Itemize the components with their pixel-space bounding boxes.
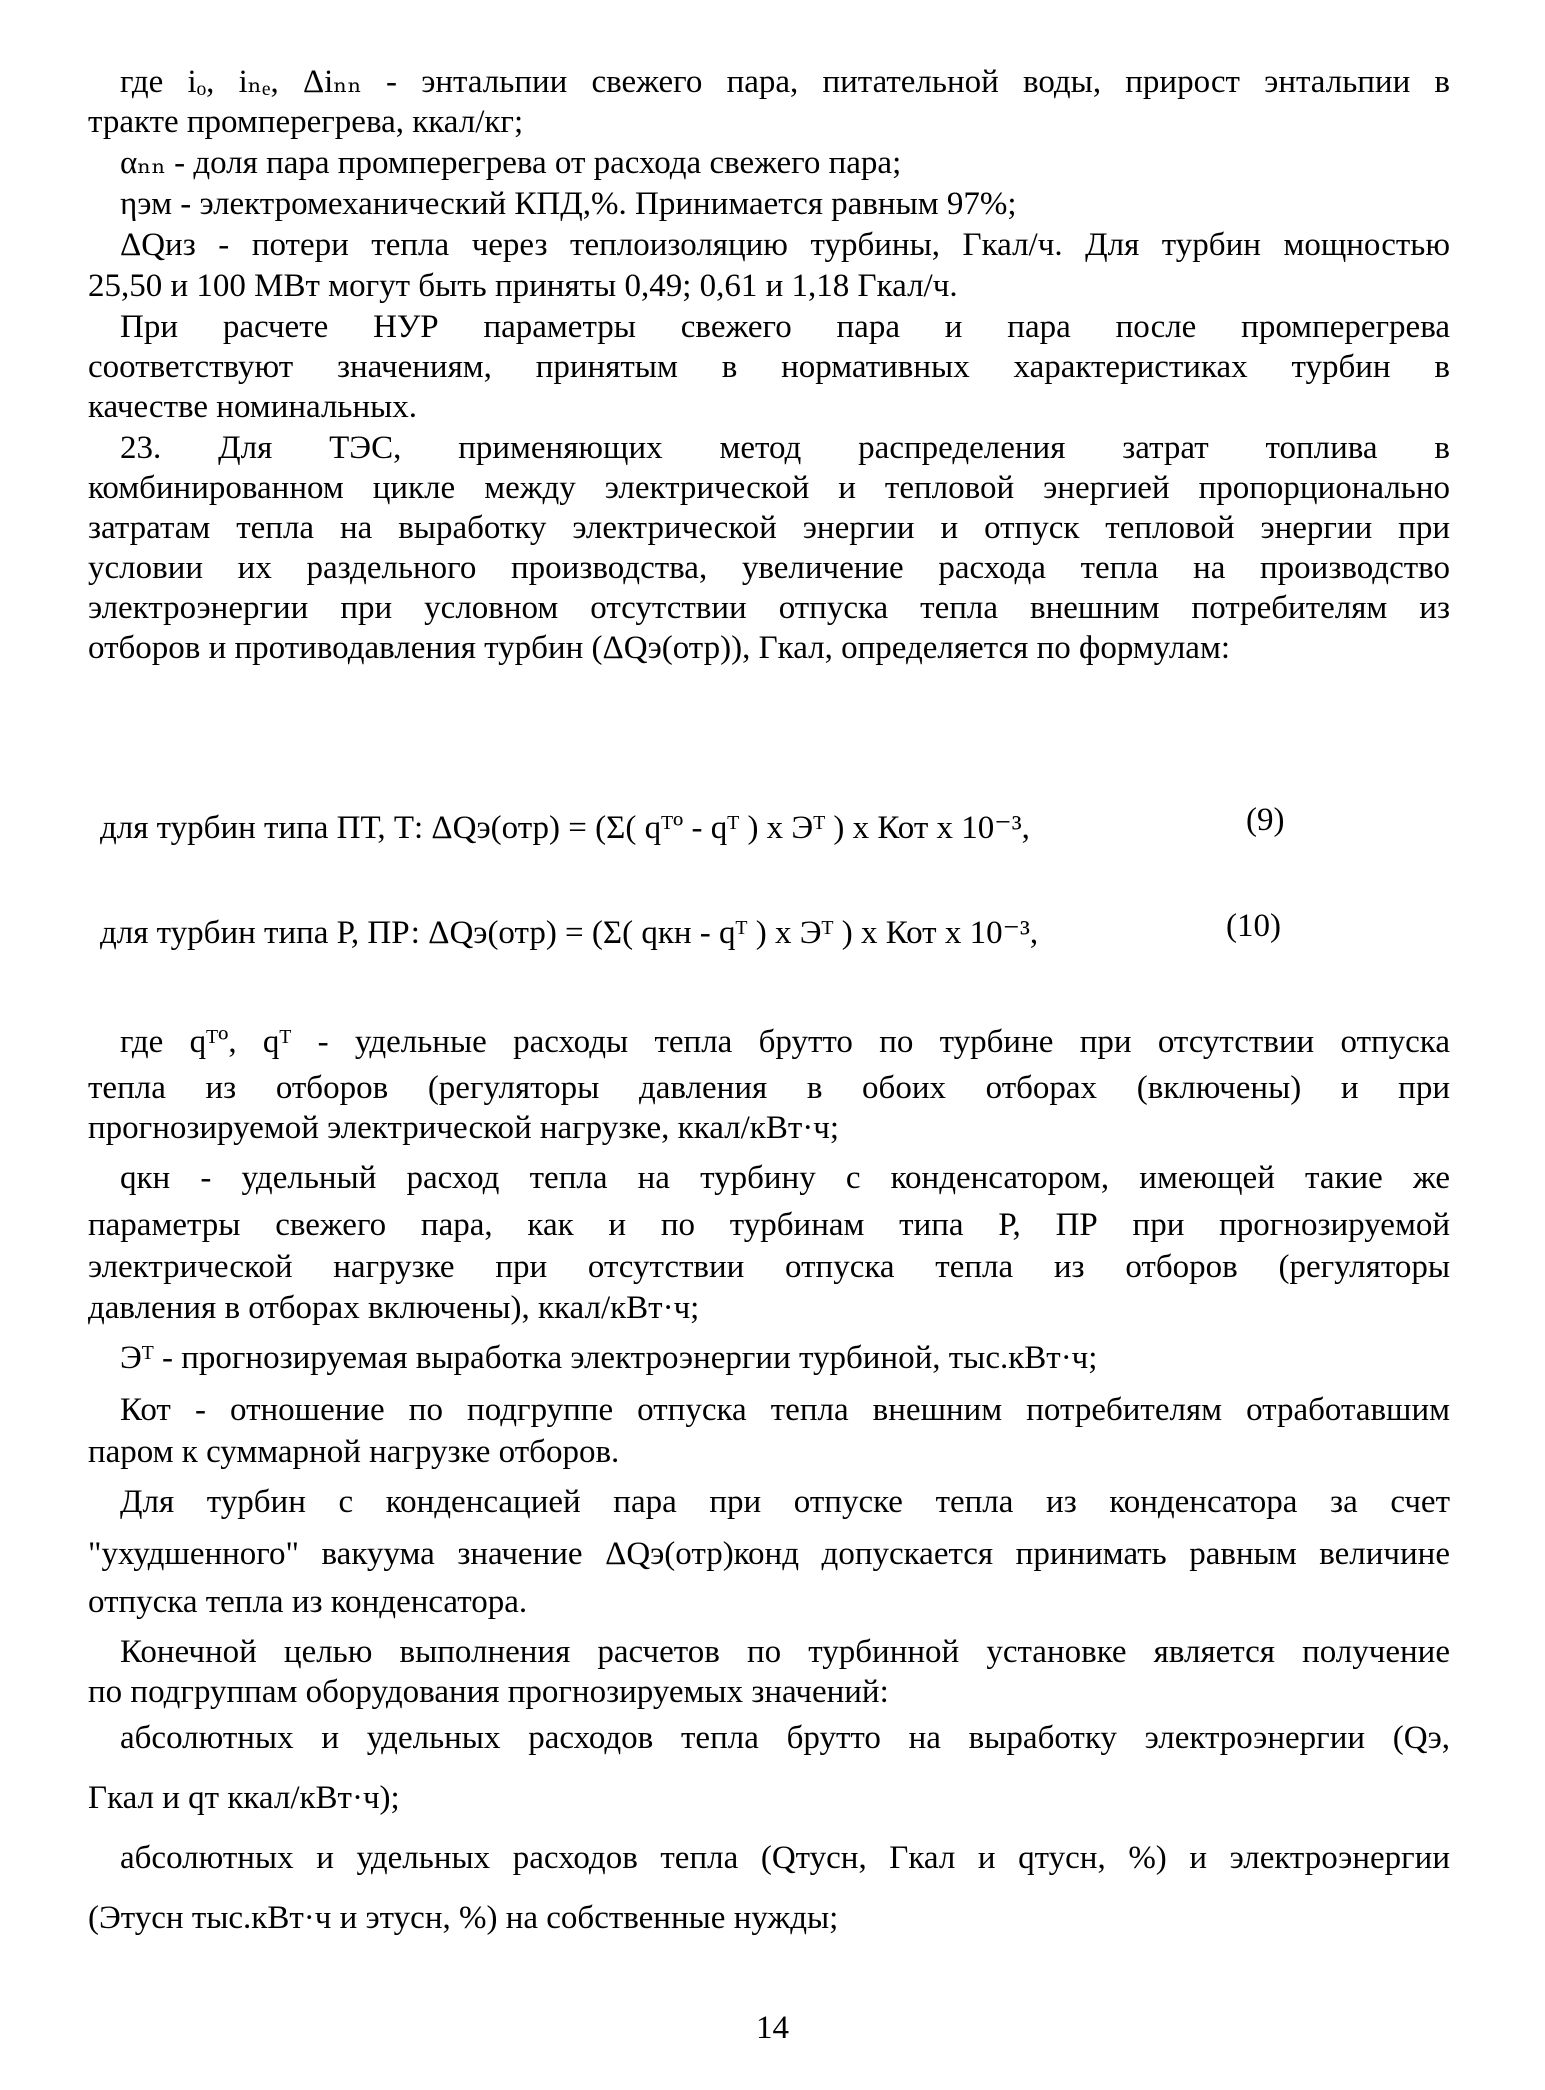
text-line: ηэм - электромеханический КПД,%. Принимается равным 97%; bbox=[120, 186, 1017, 222]
text-line: отборов и противодавления турбин (ΔQэ(отр)), Гкал, определяется по формулам: bbox=[88, 630, 1230, 666]
text-line: qкн - удельный расход тепла на турбину с конденсатором, имеющей такие же bbox=[120, 1160, 1450, 1196]
text-line: 25,50 и 100 МВт могут быть приняты 0,49; 0,61 и 1,18 Гкал/ч. bbox=[88, 268, 958, 304]
text-line: Гкал и qт ккал/кВт·ч); bbox=[88, 1780, 400, 1816]
text-line: αₙₙ - доля пара промперегрева от расхода свежего пара; bbox=[120, 145, 902, 181]
text-line: условии их раздельного производства, увеличение расхода тепла на производство bbox=[88, 550, 1450, 586]
text-line: где iₒ, iₙₑ, Δiₙₙ - энтальпии свежего пара, питательной воды, прирост энтальпии в bbox=[120, 64, 1450, 100]
page-number: 14 bbox=[756, 2010, 789, 2046]
text-line: Кот - отношение по подгруппе отпуска тепла внешним потребителям отработавшим bbox=[120, 1392, 1450, 1428]
text-line: отпуска тепла из конденсатора. bbox=[88, 1584, 528, 1620]
formula-10: для турбин типа Р, ПР: ΔQэ(отр) = (Σ( qкн - qᵀ ) x Эᵀ ) x Кот x 10⁻³, bbox=[100, 915, 1039, 951]
text-line: 23. Для ТЭС, применяющих метод распределения затрат топлива в bbox=[120, 430, 1450, 466]
text-line: абсолютных и удельных расходов тепла (Qтусн, Гкал и qтусн, %) и электроэнергии bbox=[120, 1840, 1450, 1876]
text-line: качестве номинальных. bbox=[88, 389, 418, 425]
text-line: При расчете НУР параметры свежего пара и пара после промперегрева bbox=[120, 309, 1450, 345]
text-line: тракте промперегрева, ккал/кг; bbox=[88, 104, 524, 140]
text-line: прогнозируемой электрической нагрузке, ккал/кВт·ч; bbox=[88, 1110, 840, 1146]
formula-number: (9) bbox=[1246, 802, 1285, 838]
text-line: где qᵀº, qᵀ - удельные расходы тепла брутто по турбине при отсутствии отпуска bbox=[120, 1024, 1450, 1060]
text-line: абсолютных и удельных расходов тепла брутто на выработку электроэнергии (Qэ, bbox=[120, 1720, 1450, 1756]
text-line: комбинированном цикле между электрической и тепловой энергией пропорционально bbox=[88, 470, 1450, 506]
text-line: параметры свежего пара, как и по турбинам типа Р, ПР при прогнозируемой bbox=[88, 1207, 1450, 1243]
text-line: тепла из отборов (регуляторы давления в обоих отборах (включены) и при bbox=[88, 1070, 1450, 1106]
text-line: паром к суммарной нагрузке отборов. bbox=[88, 1434, 620, 1470]
text-line: затратам тепла на выработку электрической энергии и отпуск тепловой энергии при bbox=[88, 510, 1450, 546]
text-line: "ухудшенного" вакуума значение ΔQэ(отр)конд допускается принимать равным величине bbox=[88, 1536, 1450, 1572]
formula-number: (10) bbox=[1226, 908, 1281, 944]
text-line: Для турбин с конденсацией пара при отпуске тепла из конденсатора за счет bbox=[120, 1484, 1450, 1520]
text-line: Конечной целью выполнения расчетов по турбинной установке является получение bbox=[120, 1634, 1450, 1670]
text-line: ΔQиз - потери тепла через теплоизоляцию турбины, Гкал/ч. Для турбин мощностью bbox=[120, 227, 1450, 263]
text-line: электроэнергии при условном отсутствии отпуска тепла внешним потребителям из bbox=[88, 590, 1450, 626]
text-line: давления в отборах включены), ккал/кВт·ч; bbox=[88, 1290, 700, 1326]
formula-9: для турбин типа ПТ, Т: ΔQэ(отр) = (Σ( qᵀº - qᵀ ) x Эᵀ ) x Кот x 10⁻³, bbox=[100, 810, 1030, 846]
text-line: (Этусн тыс.кВт·ч и этусн, %) на собственные нужды; bbox=[88, 1900, 839, 1936]
text-line: Эᵀ - прогнозируемая выработка электроэнергии турбиной, тыс.кВт·ч; bbox=[120, 1340, 1098, 1376]
text-line: по подгруппам оборудования прогнозируемых значений: bbox=[88, 1674, 889, 1710]
text-line: электрической нагрузке при отсутствии отпуска тепла из отборов (регуляторы bbox=[88, 1249, 1450, 1285]
text-line: соответствуют значениям, принятым в нормативных характеристиках турбин в bbox=[88, 349, 1450, 385]
